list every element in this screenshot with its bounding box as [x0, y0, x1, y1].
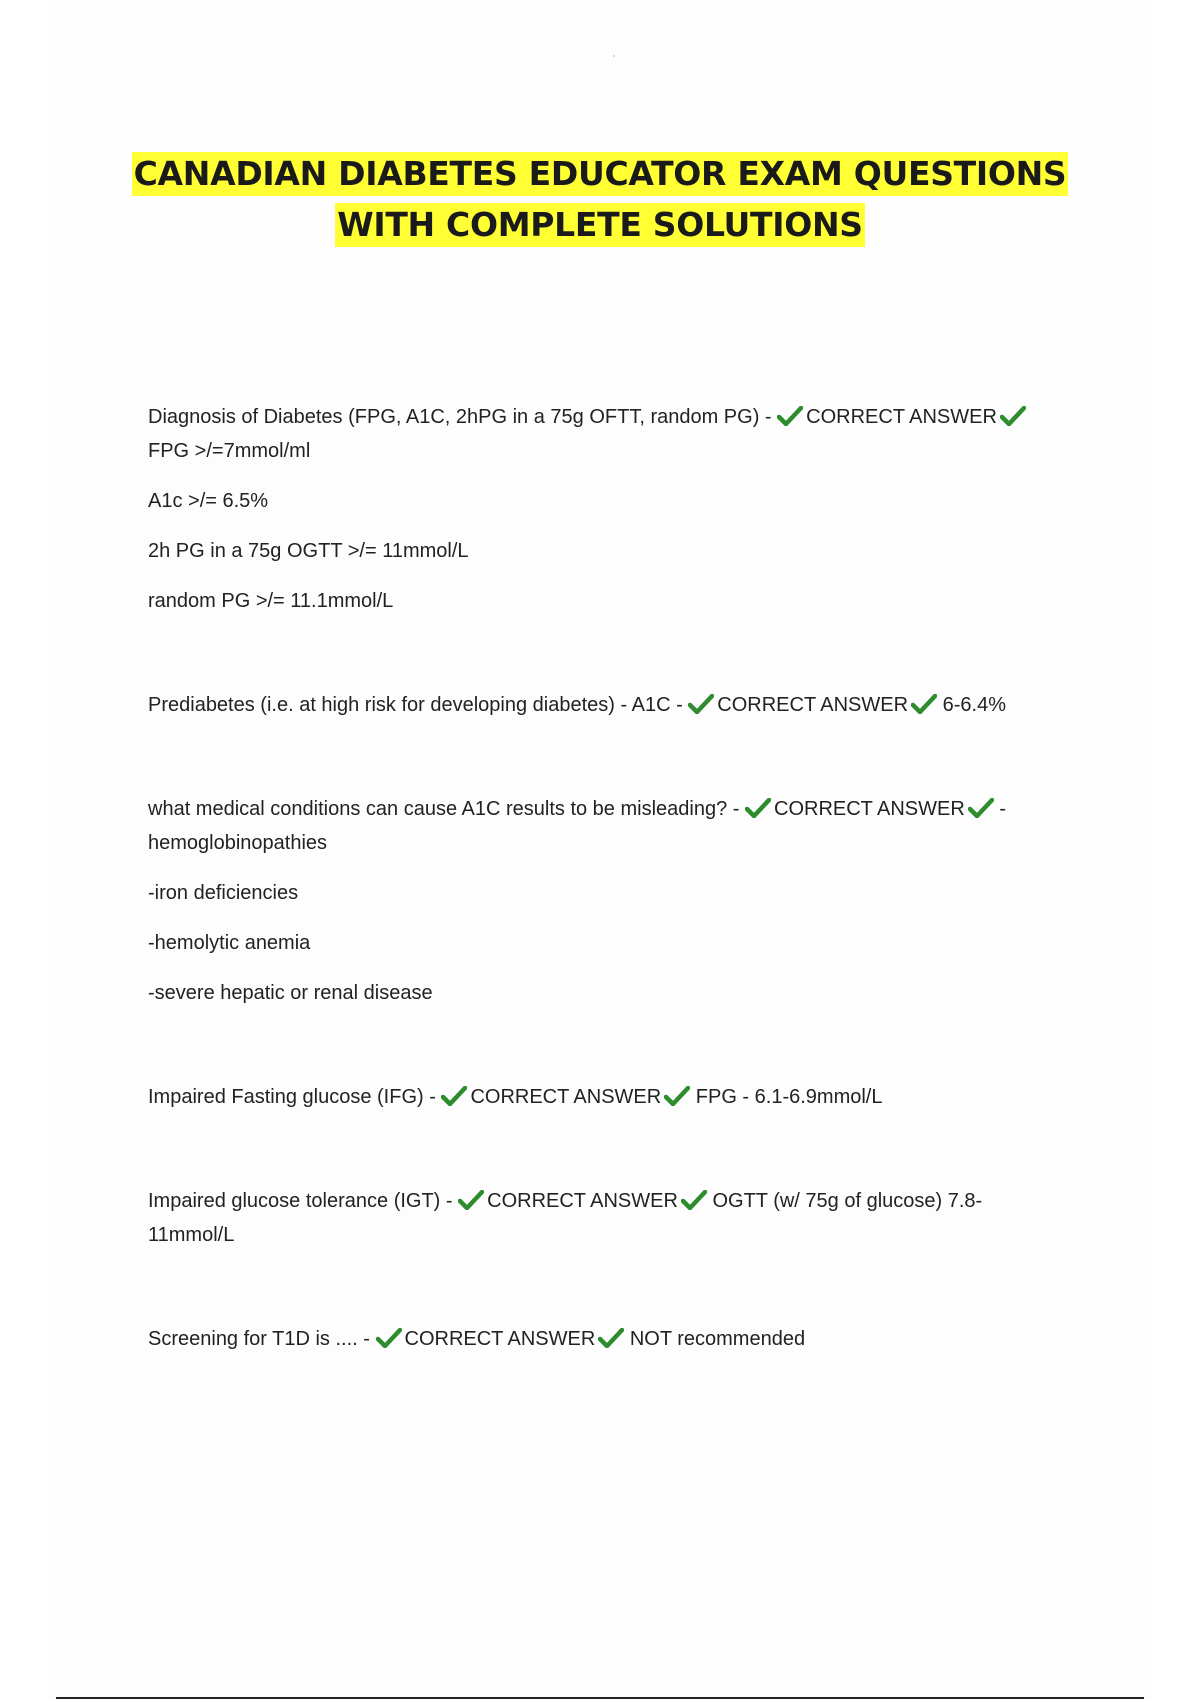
- qa-list: [148, 400, 1078, 1372]
- question-text: Screening for T1D is .... -: [148, 1328, 370, 1350]
- answer-line: FPG >/=7mmol/ml: [148, 440, 311, 462]
- qa-item-igt: [148, 1184, 1078, 1252]
- check-icon: [441, 1086, 467, 1106]
- question-text: Diagnosis of Diabetes (FPG, A1C, 2hPG in a 75g OFTT, random PG) -: [148, 406, 772, 428]
- check-icon: [777, 406, 803, 426]
- question-text: what medical conditions can cause A1C results to be misleading? -: [148, 798, 740, 820]
- answer-label: CORRECT ANSWER: [487, 1190, 678, 1212]
- check-icon: [681, 1190, 707, 1210]
- check-icon: [458, 1190, 484, 1210]
- answer-text: 6-6.4%: [942, 694, 1006, 716]
- check-icon: [664, 1086, 690, 1106]
- answer-label: CORRECT ANSWER: [404, 1328, 596, 1350]
- answer-label: CORRECT ANSWER: [717, 694, 909, 716]
- answer-line: -iron deficiencies: [148, 882, 299, 904]
- check-icon: [968, 798, 994, 818]
- check-icon: [911, 694, 937, 714]
- title-line-1: CANADIAN DIABETES EDUCATOR EXAM QUESTIONS: [132, 152, 1069, 196]
- question-text: Prediabetes (i.e. at high risk for developing diabetes) - A1C -: [148, 694, 683, 716]
- scan-speck: [613, 55, 615, 57]
- title-line-2: WITH COMPLETE SOLUTIONS: [335, 203, 865, 247]
- qa-item-diagnosis: [148, 400, 1078, 618]
- document-title: [0, 148, 1200, 250]
- answer-line: 2h PG in a 75g OGTT >/= 11mmol/L: [148, 540, 469, 562]
- answer-label: CORRECT ANSWER: [774, 798, 965, 820]
- check-icon: [598, 1328, 624, 1348]
- answer-line: A1c >/= 6.5%: [148, 490, 269, 512]
- page-bottom-rule: [56, 1697, 1144, 1699]
- answer-label: CORRECT ANSWER: [470, 1086, 662, 1108]
- question-text: Impaired glucose tolerance (IGT) -: [148, 1190, 453, 1212]
- question-text: Impaired Fasting glucose (IFG) -: [148, 1086, 436, 1108]
- qa-item-t1d-screening: [148, 1322, 1078, 1356]
- answer-label: CORRECT ANSWER: [806, 406, 997, 428]
- answer-line: 11mmol/L: [148, 1224, 235, 1246]
- answer-line: random PG >/= 11.1mmol/L: [148, 590, 394, 612]
- qa-item-prediabetes: [148, 688, 1078, 722]
- check-icon: [745, 798, 771, 818]
- answer-text: NOT recommended: [629, 1328, 806, 1350]
- answer-line: -severe hepatic or renal disease: [148, 982, 433, 1004]
- answer-text: FPG - 6.1-6.9mmol/L: [695, 1086, 883, 1108]
- answer-text: OGTT (w/ 75g of glucose) 7.8-: [712, 1190, 983, 1212]
- answer-line: -hemolytic anemia: [148, 932, 311, 954]
- qa-item-ifg: [148, 1080, 1078, 1114]
- qa-item-a1c-misleading: [148, 792, 1078, 1010]
- answer-line: hemoglobinopathies: [148, 832, 328, 854]
- check-icon: [1000, 406, 1026, 426]
- check-icon: [376, 1328, 402, 1348]
- answer-text: -: [999, 798, 1006, 820]
- check-icon: [688, 694, 714, 714]
